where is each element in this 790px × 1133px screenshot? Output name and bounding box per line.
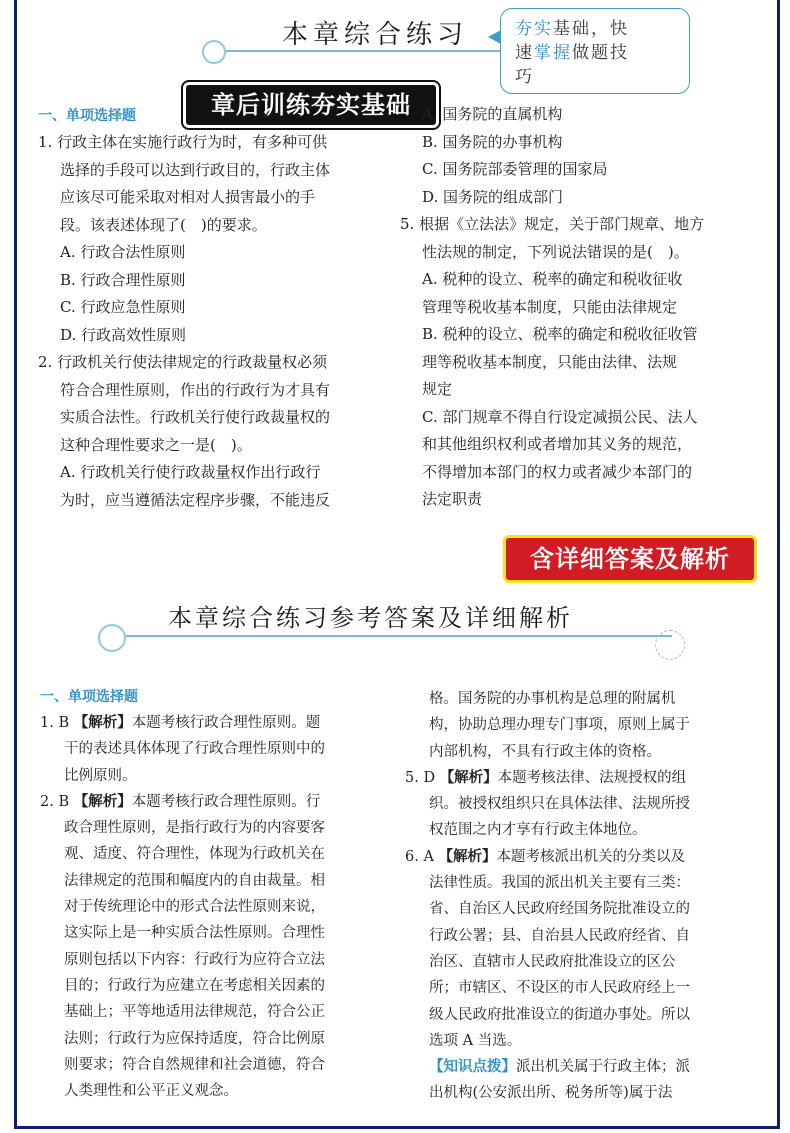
bubble-text: 巧 xyxy=(515,67,534,87)
answers-circle-decoration xyxy=(98,624,126,652)
option-line: 不得增加本部门的权力或者减少本部门的 xyxy=(422,462,693,481)
speech-bubble xyxy=(500,8,690,94)
page-title: 本章综合练习 xyxy=(282,20,469,50)
option-line: 法定职责 xyxy=(422,490,483,508)
option-line: 为时，应当遵循法定程序步骤，不能违反 xyxy=(60,490,331,509)
question-2: 2. 行政机关行使法律规定的行政裁量权必须 xyxy=(38,353,328,371)
answer-line: 选项 A 当选。 xyxy=(429,1032,522,1049)
answer-line: 所；市辖区、不设区的市人民政府经上一 xyxy=(429,980,690,997)
answer-banner: 含详细答案及解析 xyxy=(503,535,757,583)
option: C. 行政应急性原则 xyxy=(60,298,186,316)
bubble-text: 速 xyxy=(515,43,534,63)
answers-title-line xyxy=(112,635,672,637)
option-line: 规定 xyxy=(422,380,453,398)
left-column xyxy=(38,103,383,514)
answer-2: 2. B 【解析】本题考核行政合理性原则。行 xyxy=(40,793,321,810)
option: A. 行政机关行使行政裁量权作出行政行 xyxy=(60,463,321,481)
answers-left-column xyxy=(40,684,385,1104)
answer-line: 比例原则。 xyxy=(64,767,137,784)
answer-line: 行政公署；县、自治县人民政府经省、自 xyxy=(429,927,690,944)
question-2-line: 这种合理性要求之一是( )。 xyxy=(60,435,252,454)
bubble-highlight: 掌握 xyxy=(534,43,572,63)
answer-line: 出机构(公安派出所、税务所等)属于法 xyxy=(429,1085,673,1102)
answers-section-heading: 一、单项选择题 xyxy=(40,689,138,705)
knowledge-tip: 【知识点拨】派出机关属于行政主体；派 xyxy=(429,1059,690,1076)
answer-line: 则要求；符合自然规律和社会道德，符合 xyxy=(64,1056,325,1073)
answer-line: 原则包括以下内容：行政行为应符合立法 xyxy=(64,951,325,968)
question-1-line: 段。该表述体现了( )的要求。 xyxy=(60,215,267,234)
answer-line: 法律规定的范围和幅度内的自由裁量。相 xyxy=(64,872,325,889)
option: D. 行政高效性原则 xyxy=(60,325,187,344)
question-5: 5. 根据《立法法》规定，关于部门规章、地方 xyxy=(400,215,705,233)
answer-line: 政合理性原则，是指行政行为的内容要客 xyxy=(64,820,325,837)
answer-line: 对于传统理论中的形式合法性原则来说， xyxy=(64,899,325,916)
answers-dashed-circle-decoration xyxy=(655,630,685,660)
answer-line: 基础上；平等地适用法律规范，符合公正 xyxy=(64,1004,325,1021)
option: D. 国务院的组成部门 xyxy=(422,187,564,206)
practice-banner: 章后训练夯实基础 xyxy=(183,82,439,128)
question-1-line: 选择的手段可以达到行政目的，行政主体 xyxy=(60,160,331,179)
option: C. 国务院部委管理的国家局 xyxy=(422,160,608,178)
answer-line: 干的表述具体体现了行政合理性原则中的 xyxy=(64,741,325,758)
answer-line: 格。国务院的办事机构是总理的附属机 xyxy=(429,691,676,707)
answer-line: 权范围之内才享有行政主体地位。 xyxy=(429,822,647,839)
answer-line: 人类理性和公平正义观念。 xyxy=(64,1083,238,1100)
option: A. 国务院的直属机构 xyxy=(422,105,563,123)
answer-line: 法则；行政行为应保持适度，符合比例原 xyxy=(64,1030,325,1047)
option: A. 税种的设立、税率的确定和税收征收 xyxy=(422,270,683,288)
option-line: 管理等税收基本制度，只能由法律规定 xyxy=(422,297,678,316)
question-5-line: 性法规的制定，下列说法错误的是( )。 xyxy=(422,242,689,261)
section-heading: 一、单项选择题 xyxy=(38,108,136,124)
answer-line: 省、自治区人民政府经国务院批准设立的 xyxy=(429,901,690,918)
answer-1: 1. B 【解析】本题考核行政合理性原则。题 xyxy=(40,715,321,731)
option: B. 税种的设立、税率的确定和税收征收管 xyxy=(422,325,698,343)
header-circle-decoration xyxy=(202,40,226,64)
answers-right-column xyxy=(405,686,765,1107)
answer-line: 织。被授权组织只在具体法律、法规所授 xyxy=(429,796,690,813)
answer-line: 治区、直辖市人民政府批准设立的区公 xyxy=(429,953,676,970)
bubble-highlight: 夯实 xyxy=(515,19,553,39)
bubble-text: 做题技 xyxy=(572,43,629,63)
right-column xyxy=(400,101,760,514)
answers-title: 本章综合练习参考答案及详细解析 xyxy=(168,604,573,632)
answer-line: 内部机构，不具有行政主体的资格。 xyxy=(429,743,661,760)
answer-line: 这实际上是一种实质合法性原则。合理性 xyxy=(64,925,325,942)
question-2-line: 符合合理性原则，作出的行政行为才具有 xyxy=(60,380,331,399)
answer-line: 级人民政府批准设立的街道办事处。所以 xyxy=(429,1006,690,1023)
answer-6: 6. A 【解析】本题考核派出机关的分类以及 xyxy=(405,848,686,865)
option: B. 国务院的办事机构 xyxy=(422,132,563,151)
option-line: 和其他组织权利或者增加其义务的规范， xyxy=(422,435,693,453)
answer-line: 观、适度、符合理性，体现为行政机关在 xyxy=(64,846,325,863)
option: C. 部门规章不得自行设定减损公民、法人 xyxy=(422,407,698,426)
answer-5: 5. D 【解析】本题考核法律、法规授权的组 xyxy=(405,769,687,786)
question-1: 1. 行政主体在实施行政行为时，有多种可供 xyxy=(38,133,328,151)
answer-line: 目的；行政行为应建立在考虑相关因素的 xyxy=(64,977,325,994)
answer-line: 法律性质。我国的派出机关主要有三类： xyxy=(429,875,690,892)
bubble-text: 基础，快 xyxy=(553,19,629,39)
option-line: 理等税收基本制度，只能由法律、法规 xyxy=(422,352,678,371)
option: A. 行政合法性原则 xyxy=(60,243,186,261)
question-1-line: 应该尽可能采取对相对人损害最小的手 xyxy=(60,188,316,206)
option: B. 行政合理性原则 xyxy=(60,270,186,289)
question-2-line: 实质合法性。行政机关行使行政裁量权的 xyxy=(60,408,331,426)
answer-line: 构，协助总理办理专门事项，原则上属于 xyxy=(429,717,690,734)
